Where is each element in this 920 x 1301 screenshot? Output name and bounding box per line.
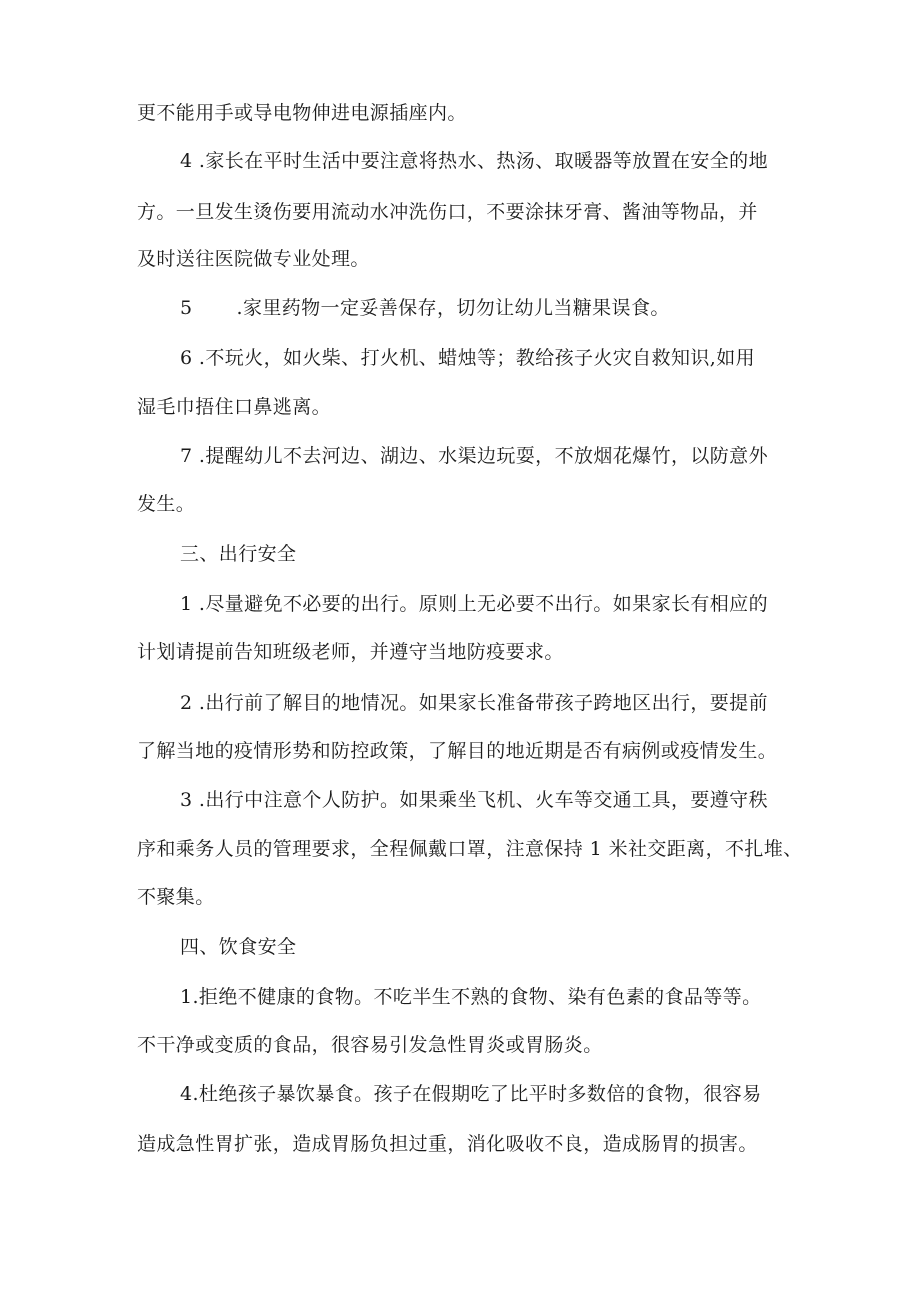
- text-line: 3 .出行中注意个人防护。如果乘坐飞机、火车等交通工具，要遵守秩: [180, 789, 768, 811]
- text-line: 7 .提醒幼儿不去河边、湖边、水渠边玩耍，不放烟花爆竹，以防意外: [180, 445, 768, 467]
- text-line: 6 .不玩火，如火柴、打火机、蜡烛等；教给孩子火灾自救知识,如用: [180, 347, 756, 369]
- text-line: 发生。: [137, 493, 196, 515]
- text-line: 4.杜绝孩子暴饮暴食。孩子在假期吃了比平时多数倍的食物，很容易: [180, 1083, 762, 1105]
- text-line: 湿毛巾捂住口鼻逃离。: [137, 396, 332, 418]
- text-line: 不干净或变质的食品，很容易引发急性胃炎或胃肠炎。: [137, 1034, 603, 1056]
- item-text: .家里药物一定妥善保存，切勿让幼儿当糖果误食。: [236, 297, 670, 319]
- item-number: 5: [180, 297, 193, 319]
- text-line: 1.拒绝不健康的食物。不吃半生不熟的食物、染有色素的食品等等。: [180, 986, 762, 1008]
- text-line: 及时送往医院做专业处理。: [137, 248, 370, 270]
- text-line: 方。一旦发生烫伤要用流动水冲洗伤口，不要涂抹牙膏、酱油等物品，并: [137, 201, 758, 223]
- text-line: 计划请提前告知班级老师，并遵守当地防疫要求。: [137, 641, 564, 663]
- text-line: 4 .家长在平时生活中要注意将热水、热汤、取暖器等放置在安全的地: [180, 150, 768, 172]
- text-line: 造成急性胃扩张，造成胃肠负担过重，消化吸收不良，造成肠胃的损害。: [137, 1133, 758, 1155]
- section-heading: 四、饮食安全: [180, 936, 297, 958]
- text-line: 1 .尽量避免不必要的出行。原则上无必要不出行。如果家长有相应的: [180, 593, 768, 615]
- text-line: 序和乘务人员的管理要求，全程佩戴口罩，注意保持 1 米社交距离，不扎堆、: [137, 838, 803, 860]
- text-line: [180, 296, 670, 320]
- text-line: 2 .出行前了解目的地情况。如果家长准备带孩子跨地区出行，要提前: [180, 692, 768, 714]
- text-line: 了解当地的疫情形势和防控政策，了解目的地近期是否有病例或疫情发生。: [137, 740, 778, 762]
- text-line: 更不能用手或导电物伸进电源插座内。: [137, 102, 467, 124]
- section-heading: 三、出行安全: [180, 543, 297, 565]
- text-line: 不聚集。: [137, 886, 215, 908]
